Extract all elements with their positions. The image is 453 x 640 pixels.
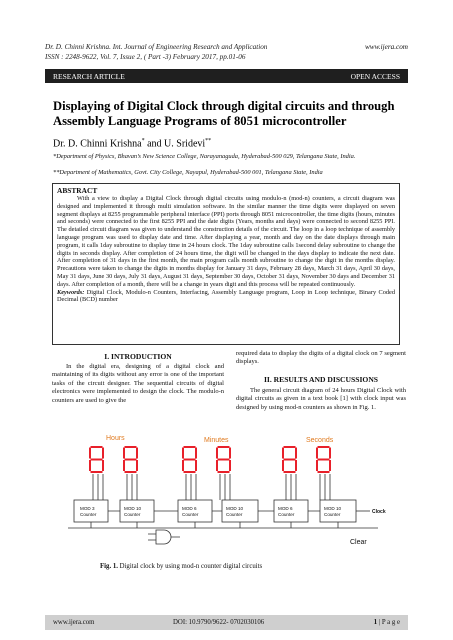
counter-5-label [278, 506, 295, 517]
counter-word: Counter [324, 512, 341, 517]
journal-line: Dr. D. Chinni Krishna. Int. Journal of Engineering Research and Application [45, 43, 268, 51]
clock-input-label: Clock [372, 509, 386, 515]
page-number: 1 [373, 619, 378, 626]
left-column [52, 352, 224, 405]
seconds-label: Seconds [306, 437, 334, 444]
counter-6-mod: MOD 10 [324, 506, 342, 511]
right-column [236, 350, 406, 412]
seconds-units-display [316, 446, 331, 473]
footer-url[interactable]: www.ijera.com [53, 619, 95, 626]
counter-word: Counter [182, 512, 199, 517]
figure-caption-text: Digital clock by using mod-n counter digital circuits [117, 563, 263, 570]
issn-line: ISSN : 2248-9622, Vol. 7, Issue 2, ( Part -3) February 2017, pp.01-06 [45, 53, 246, 61]
counter-4-mod: MOD 10 [226, 506, 244, 511]
keywords-label: Keywords: [57, 288, 85, 296]
author-2: and U. Sridevi [144, 138, 206, 150]
counter-3-mod: MOD 6 [182, 506, 197, 511]
page-footer [45, 615, 408, 630]
counter-4-label [226, 506, 244, 517]
keywords-text: Digital Clock, Modulo-n Counters, Interfacing, Assembly Language program, Loop in Loop technique, Binary Coded Decimal (BCD) number [57, 288, 395, 304]
hours-tens-display [89, 446, 104, 473]
research-article-label: RESEARCH ARTICLE [53, 71, 125, 81]
intro-continued: required data to display the digits of a digital clock on 7 segment displays. [236, 350, 406, 366]
minutes-units-display [216, 446, 231, 473]
counter-word: Counter [278, 512, 295, 517]
counter-6-label [324, 506, 342, 517]
intro-text: In the digital era, designing of a digital clock and maintaining of its digits without any error is one of the important tasks of the circuit designer. The sequential circuits of digital electronics were implemented to design the clock. The modulo-n counters are used to give the [52, 363, 224, 404]
authors [53, 138, 211, 149]
counter-word: Counter [226, 512, 243, 517]
hours-units-display [123, 446, 138, 473]
counter-1-mod: MOD 3 [80, 506, 95, 511]
hours-label: Hours [106, 435, 125, 442]
author-2-mark: ** [205, 138, 212, 144]
counter-2-label [124, 506, 142, 517]
open-access-label: OPEN ACCESS [350, 71, 400, 81]
keywords [57, 289, 395, 305]
results-heading: II. RESULTS AND DISCUSSIONS [263, 374, 379, 384]
figure-caption-label: Fig. 1. [100, 563, 118, 570]
header-url[interactable]: www.ijera.com [365, 43, 408, 51]
counter-1-label [80, 506, 97, 517]
counter-5-mod: MOD 6 [278, 506, 293, 511]
minutes-label: Minutes [204, 437, 229, 444]
seconds-tens-display [282, 446, 297, 473]
footer-doi: DOI: 10.9790/9622- 0702030106 [173, 619, 265, 626]
counter-3-label [182, 506, 199, 517]
results-text: The general circuit diagram of 24 hours Digital Clock with digital circuits as given in a text book [1] with clock input was designed by using mod-n counters as shown in Fig. 1. [236, 386, 406, 411]
seven-segment-displays [89, 446, 331, 473]
footer-page [374, 619, 400, 626]
abstract-text: With a view to display a Digital Clock through digital circuits using modulo-n (mod-n) counters, a circuit diagram was designed and implemented it through multi simulation software. In the similar manner the time digits were displayed on seven segment displays at 8255 programmable peripheral interface (PPI) ports through 8051 microcontroller, the time digits (hours, minutes and seconds) were connected to the first 8255 PPI and the date digits (Years, months and days) were connected to second 8255 PPI. The detailed circuit diagram was given to understand the construction details of the circuit. The loop in a loop technique of assembly language program was used to display date and time. After displaying a year, month and day on the date displays through main program, it calls 1day subroutine to display time in 24 hours clock. The 1day subroutine calls 1second delay subroutine to change the digits in seconds display. After completion of 24 hours time, the digit will be changed in the days display to indicate the next date. After completion of 31 days in the first month, the main program calls month subroutine to change the digit in the months display. Precautions were taken to change the digits in months display for January 31 days, February 28 days, March 31 days, April 30 days, May 31 days, June 30 days, July 31 days, August 31 days, September 30 days, October 31 days, November 30 days and December 31 days. After completion of a month, there will be a change in years digit and this process will be repeated continuously. [57, 195, 395, 288]
author-1-mark: * [141, 138, 145, 144]
counter-word: Counter [80, 512, 97, 517]
affiliation-2: **Department of Mathematics, Govt. City College, Nayapul, Hyderabad-500 001, Telangana State, India [53, 169, 323, 176]
page-label: | P a g e [377, 619, 400, 626]
article-type-band [45, 69, 408, 83]
paper-title: Displaying of Digital Clock through digital circuits and through Assembly Language Programs of 8051 microcontroller [53, 99, 395, 128]
digital-clock-circuit-figure [60, 430, 400, 558]
abstract-heading: ABSTRACT [57, 186, 98, 195]
abstract-box [52, 183, 400, 345]
clear-label: Clear [350, 539, 367, 546]
affiliation-1: *Department of Physics, Bhavan’s New Science College, Narayanaguda, Hyderabad-500 029, Telangana State, India. [53, 153, 356, 160]
figure-caption [100, 563, 262, 570]
counter-word: Counter [124, 512, 141, 517]
counter-2-mod: MOD 10 [124, 506, 142, 511]
minutes-tens-display [182, 446, 197, 473]
intro-heading: I. INTRODUCTION [104, 352, 172, 361]
author-1: Dr. D. Chinni Krishna [53, 138, 142, 150]
